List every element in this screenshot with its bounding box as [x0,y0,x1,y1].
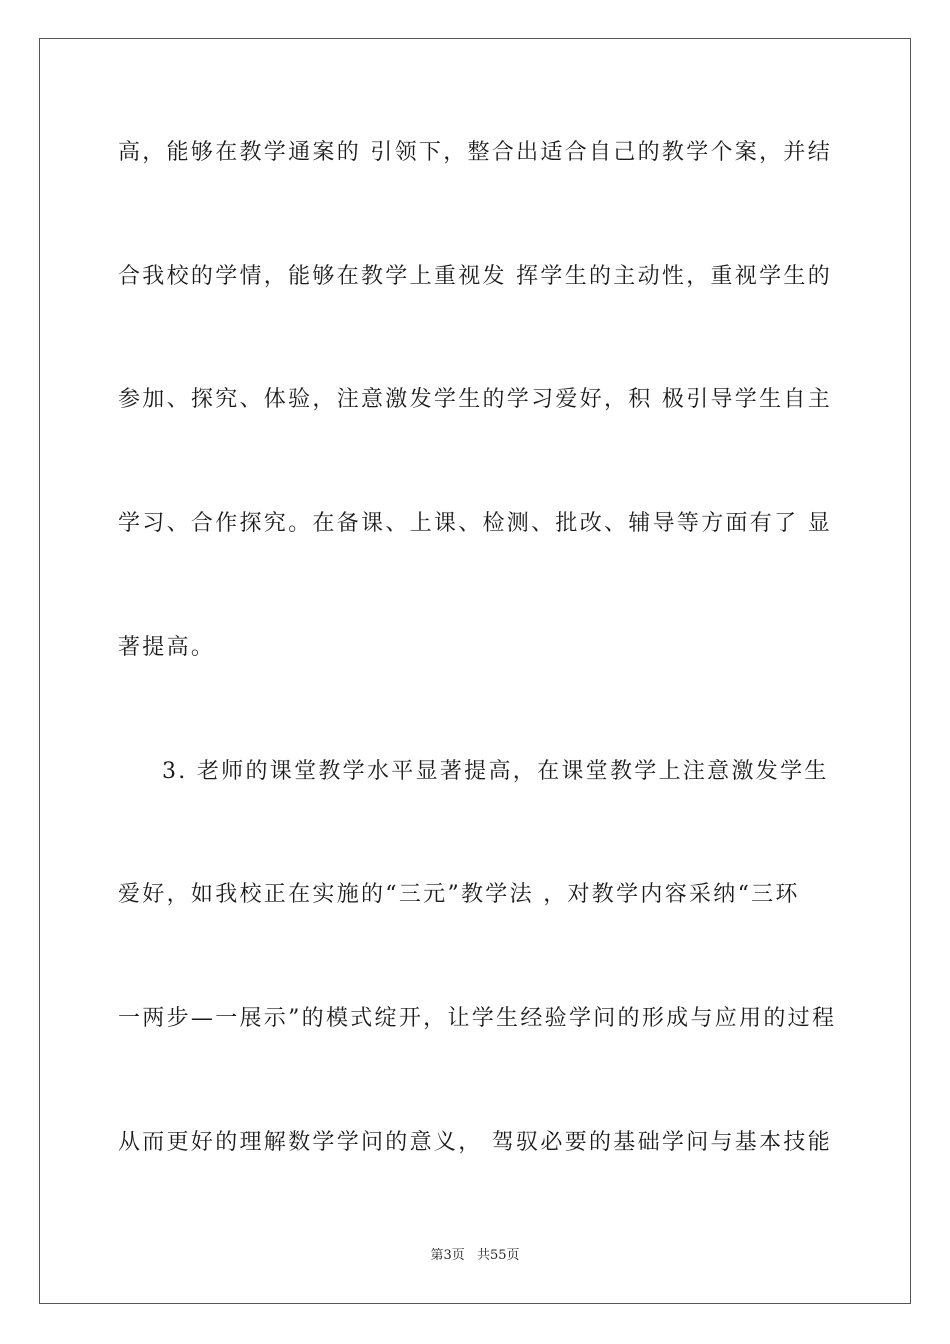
text-line-4: 学习、合作探究。在备课、上课、检测、批改、辅导等方面有了 显 [118,511,832,536]
text-line-2: 合我校的学情，能够在教学上重视发 挥学生的主动性，重视学生的 [118,264,832,289]
text-line-5: 著提高。 [118,635,216,660]
text-line-8: 一两步—一展示”的模式绽开，让学生经验学问的形成与应用的过程 [118,1006,837,1031]
page-border [39,38,911,1304]
page-number: 第3页 [430,1248,465,1263]
page-total: 共55页 [476,1248,520,1263]
text-line-9: 从而更好的理解数学学问的意义， 驾驭必要的基础学问与基本技能 [118,1130,832,1155]
text-line-7: 爱好，如我校正在实施的“三元”教学法 ，对教学内容采纳“三环 [118,882,800,907]
text-line-1: 高，能够在教学通案的 引领下，整合出适合自己的教学个案，并结 [118,140,832,165]
text-line-3: 参加、探究、体验，注意激发学生的学习爱好，积 极引导学生自主 [118,387,832,412]
page-footer [0,1247,950,1265]
text-line-6: 3. 老师的课堂教学水平显著提高，在课堂教学上注意激发学生 [162,759,829,784]
